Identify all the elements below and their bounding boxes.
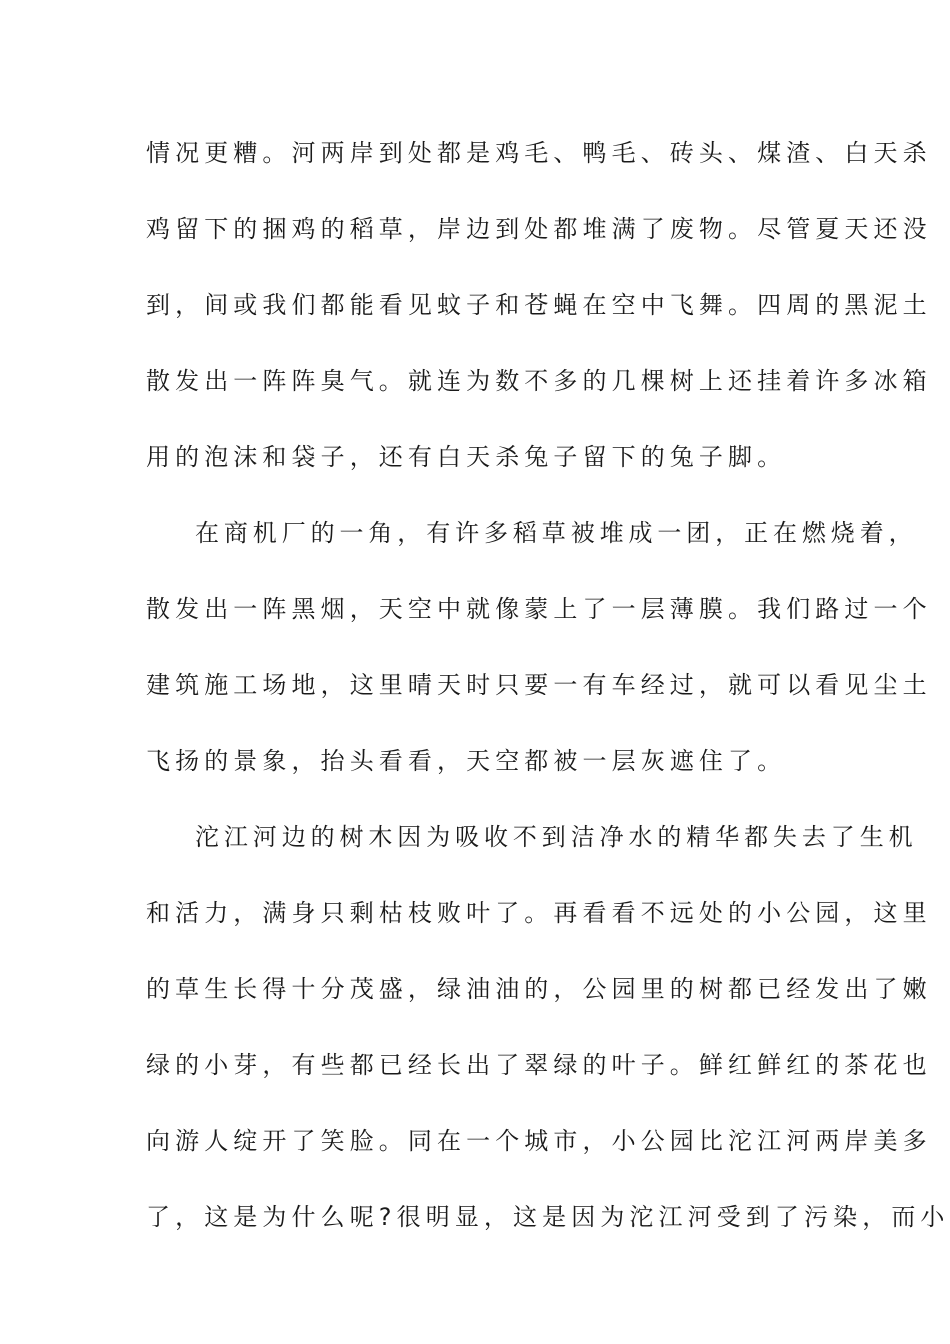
text-line: 向游人绽开了笑脸。同在一个城市，小公园比沱江河两岸美多 [146, 1127, 932, 1155]
text-line: 鸡留下的捆鸡的稻草，岸边到处都堆满了废物。尽管夏天还没 [146, 215, 932, 243]
text-line: 建筑施工场地，这里晴天时只要一有车经过，就可以看见尘土 [146, 671, 932, 699]
text-line: 飞扬的景象，抬头看看，天空都被一层灰遮住了。 [146, 747, 787, 775]
text-line: 绿的小芽，有些都已经长出了翠绿的叶子。鲜红鲜红的茶花也 [146, 1051, 932, 1079]
document-body [146, 130, 950, 1270]
text-line: 用的泡沫和袋子，还有白天杀兔子留下的兔子脚。 [146, 443, 787, 471]
text-line: 和活力，满身只剩枯枝败叶了。再看看不远处的小公园，这里 [146, 899, 932, 927]
paragraph-first-line: 在商机厂的一角，有许多稻草被堆成一团，正在燃烧着， [195, 519, 918, 547]
text-line: 散发出一阵黑烟，天空中就像蒙上了一层薄膜。我们路过一个 [146, 595, 932, 623]
text-line: 情况更糟。河两岸到处都是鸡毛、鸭毛、砖头、煤渣、白天杀 [146, 139, 932, 167]
text-line: 散发出一阵阵臭气。就连为数不多的几棵树上还挂着许多冰箱 [146, 367, 932, 395]
text-line: 到，间或我们都能看见蚊子和苍蝇在空中飞舞。四周的黑泥土 [146, 291, 932, 319]
text-line: 的草生长得十分茂盛，绿油油的，公园里的树都已经发出了嫩 [146, 975, 932, 1003]
text-line: 了，这是为什么呢?很明显，这是因为沱江河受到了污染，而小 [146, 1203, 950, 1231]
paragraph-first-line: 沱江河边的树木因为吸收不到洁净水的精华都失去了生机 [195, 823, 918, 851]
